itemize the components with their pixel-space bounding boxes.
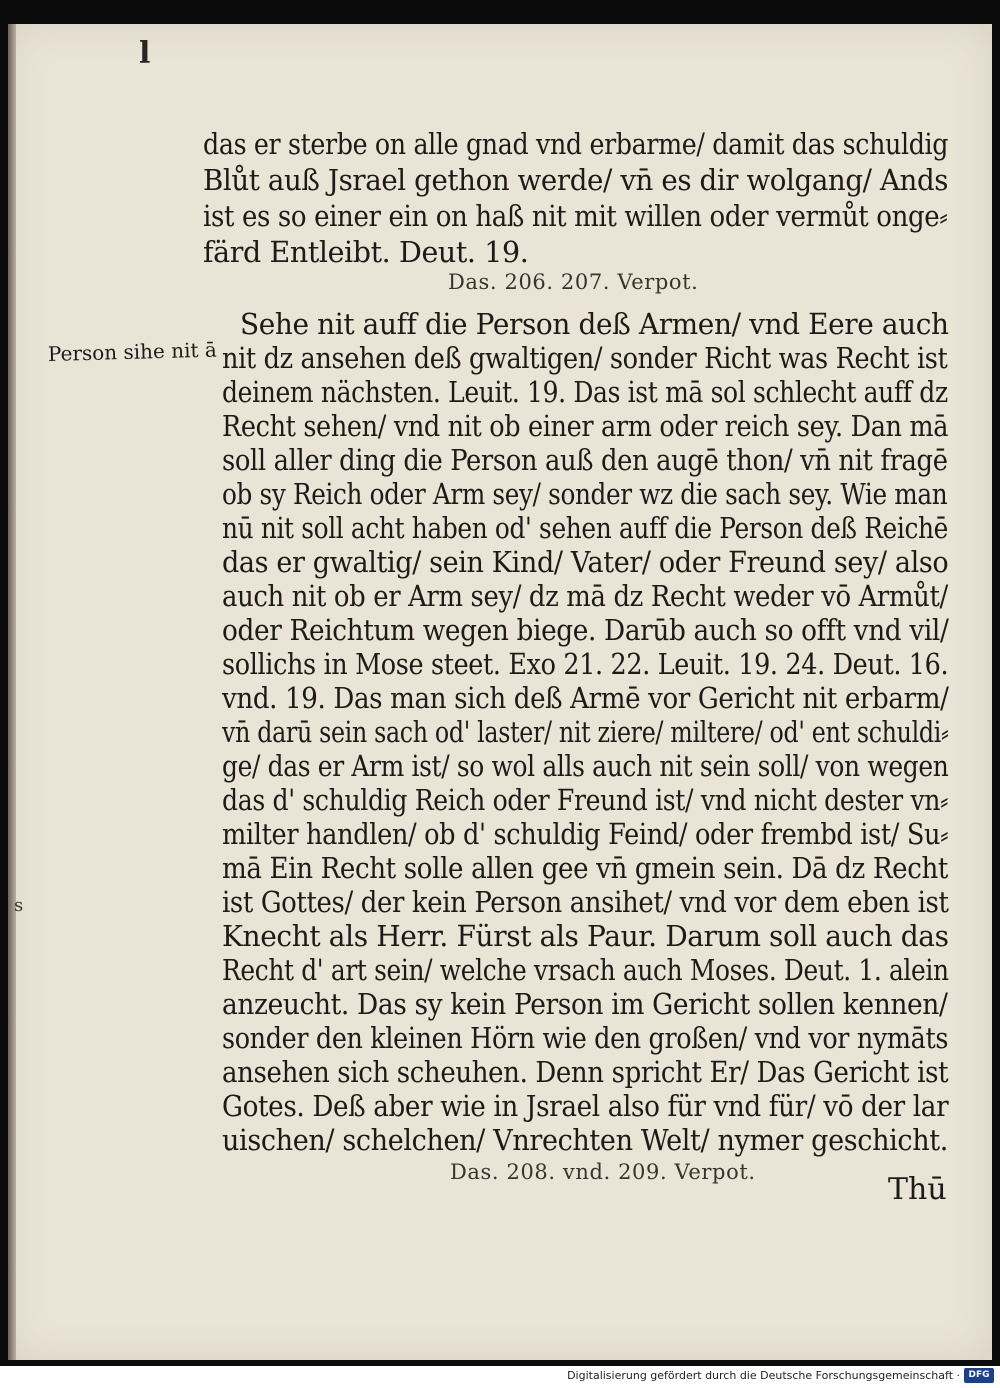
margin-note: Person sihe nit ā	[47, 337, 218, 366]
text-line: nit dz ansehen deß gwaltigen/ sonder Richt was Recht ist	[222, 342, 948, 375]
text-line: Recht sehen/ vnd nit ob einer arm oder reich sey. Dan mā	[222, 410, 949, 443]
text-line: sonder den kleinen Hörn wie den großen/ vnd vor nymāts	[222, 1022, 949, 1055]
section-heading: Das. 208. vnd. 209. Verpot.	[450, 1160, 756, 1184]
text-line: anzeucht. Das sy kein Person im Gericht sollen kennen/	[222, 988, 948, 1021]
text-line: oder Reichtum wegen biege. Darūb auch so offt vnd vil/	[222, 614, 949, 647]
text-line: Sehe nit auff die Person deß Armen/ vnd Eere auch	[240, 308, 949, 341]
text-line: vnd. 19. Das man sich deß Armē vor Gericht nit erbarm/	[222, 682, 949, 715]
page-edge-shadow	[8, 24, 16, 1360]
text-line: Gotes. Deß aber wie in Jsrael also für vnd für/ vō der lar	[222, 1090, 949, 1123]
text-line: Recht d' art sein/ welche vrsach auch Moses. Deut. 1. alein	[222, 954, 949, 987]
text-line: deinem nächsten. Leuit. 19. Das ist mā sol schlecht auff dz	[222, 376, 948, 409]
text-line: nū nit soll acht haben od' sehen auff die Person deß Reichē	[222, 512, 949, 545]
text-line: ge/ das er Arm ist/ so wol alls auch nit sein soll/ von wegen	[222, 750, 949, 783]
text-line: milter handlen/ ob d' schuldig Feind/ oder frembd ist/ Su⸗	[222, 818, 949, 851]
text-line: soll aller ding die Person auß den augē thon/ vn̄ nit fragē	[222, 444, 948, 477]
text-line: das er gwaltig/ sein Kind/ Vater/ oder Freund sey/ also	[222, 546, 949, 579]
text-line: sollichs in Mose steet. Exo 21. 22. Leuit. 19. 24. Deut. 16.	[222, 648, 949, 681]
corner-mark: l	[139, 36, 151, 71]
text-line: das d' schuldig Reich oder Freund ist/ vnd nicht dester vn⸗	[222, 784, 949, 817]
text-line: ist Gottes/ der kein Person ansihet/ vnd vor dem eben ist	[222, 886, 949, 919]
text-line: Blůt auß Jsrael gethon werde/ vn̄ es dir wolgang/ Ands	[203, 164, 949, 197]
text-line: mā Ein Recht solle allen gee vn̄ gmein sein. Dā dz Recht	[222, 852, 949, 885]
funding-credit: Digitalisierung gefördert durch die Deutsche Forschungsgemeinschaft ·	[567, 1369, 960, 1382]
text-line: auch nit ob er Arm sey/ dz mā dz Recht weder vō Armůt/	[222, 580, 948, 613]
text-line: ist es so einer ein on haß nit mit willen oder vermůt onge⸗	[203, 200, 948, 233]
text-line: ob sy Reich oder Arm sey/ sonder wz die sach sey. Wie man	[222, 478, 948, 511]
text-line: uischen/ schelchen/ Vnrechten Welt/ nymer geschicht.	[222, 1124, 948, 1157]
text-line: färd Entleibt. Deut. 19.	[203, 236, 529, 269]
edge-mark: s	[14, 895, 24, 916]
text-line: Knecht als Herr. Fürst als Paur. Darum soll auch das	[222, 920, 949, 953]
text-line: ansehen sich scheuhen. Denn spricht Er/ Das Gericht ist	[222, 1056, 949, 1089]
catchword: Thū	[888, 1172, 947, 1207]
text-line: vn̄ darū sein sach od' laster/ nit ziere/ miltere/ od' ent schuldi⸗	[222, 716, 949, 749]
dfg-logo: DFG	[964, 1368, 994, 1383]
text-line: das er sterbe on alle gnad vnd erbarme/ damit das schuldig	[203, 128, 949, 161]
section-heading: Das. 206. 207. Verpot.	[448, 270, 699, 294]
